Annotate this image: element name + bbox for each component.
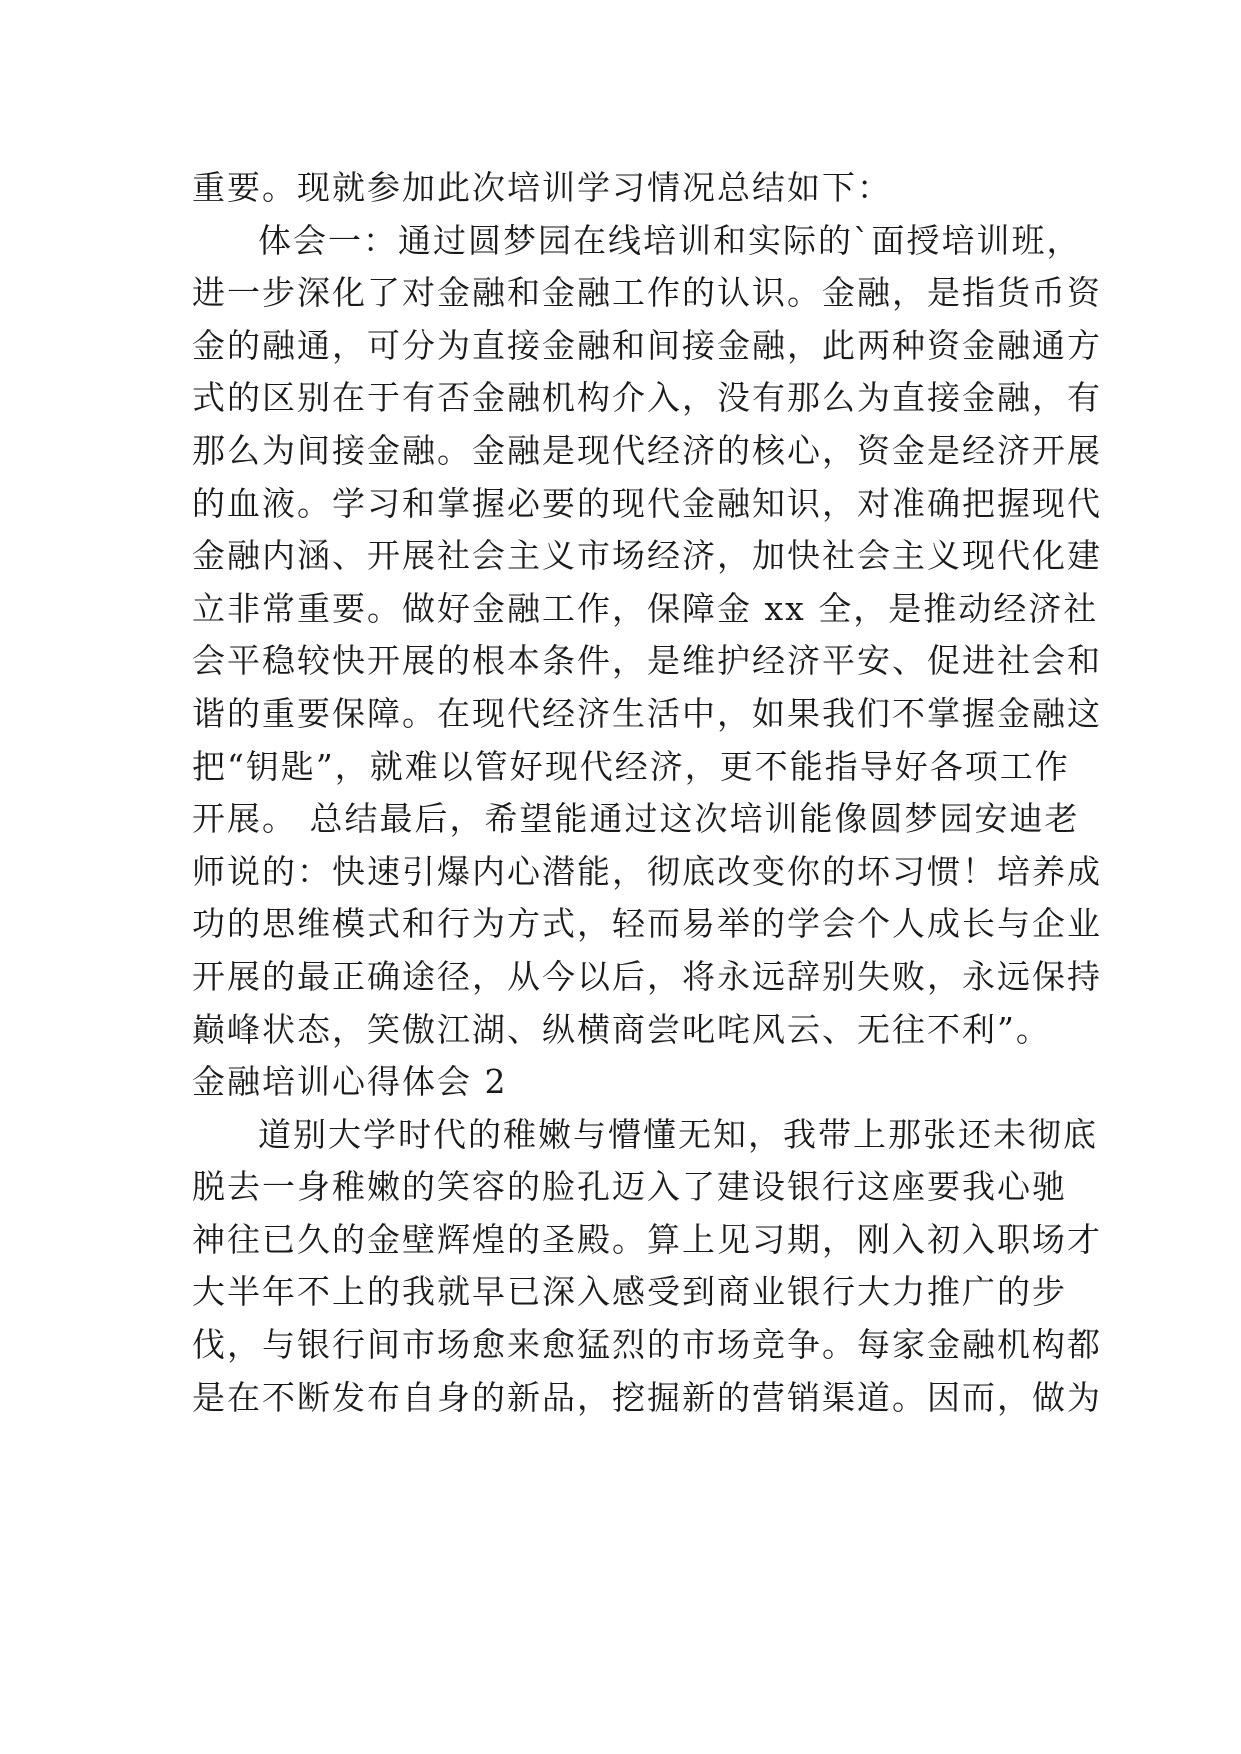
text-line: 开展。 总结最后，希望能通过这次培训能像圆梦园安迪老 xyxy=(192,799,1080,839)
text-line: 那么为间接金融。金融是现代经济的核心，资金是经济开展 xyxy=(192,430,1102,470)
text-line: 立非常重要。做好金融工作，保障金 xx 全，是推动经济社 xyxy=(192,588,1099,628)
paragraph-first-line: 道别大学时代的稚嫩与懵懂无知，我带上那张还未彻底 xyxy=(258,1114,1098,1154)
text-line: 把“钥匙”，就难以管好现代经济，更不能指导好各项工作 xyxy=(192,746,1070,786)
text-line: 脱去一身稚嫩的笑容的脸孔迈入了建设银行这座要我心驰 xyxy=(192,1167,1067,1207)
text-line: 会平稳较快开展的根本条件，是维护经济平安、促进社会和 xyxy=(192,641,1102,681)
text-line: 开展的最正确途径，从今以后，将永远辞别失败，永远保持 xyxy=(192,956,1102,996)
text-line: 巅峰状态，笑傲江湖、纵横商尝叱咤风云、无往不利”。 xyxy=(192,1009,1051,1049)
text-line: 金融内涵、开展社会主义市场经济，加快社会主义现代化建 xyxy=(192,536,1102,576)
text-line: 师说的：快速引爆内心潜能，彻底改变你的坏习惯！培养成 xyxy=(192,851,1102,891)
body-text xyxy=(192,162,1102,1424)
text-line: 大半年不上的我就早已深入感受到商业银行大力推广的步 xyxy=(192,1272,1067,1312)
text-line: 谐的重要保障。在现代经济生活中，如果我们不掌握金融这 xyxy=(192,693,1102,733)
text-line: 是在不断发布自身的新品，挖掘新的营销渠道。因而，做为 xyxy=(192,1377,1102,1417)
text-line: 的血液。学习和掌握必要的现代金融知识，对准确把握现代 xyxy=(192,483,1102,523)
text-line: 神往已久的金壁辉煌的圣殿。算上见习期，刚入初入职场才 xyxy=(192,1219,1102,1259)
section-heading: 金融培训心得体会 2 xyxy=(192,1062,508,1102)
text-line: 式的区别在于有否金融机构介入，没有那么为直接金融，有 xyxy=(192,378,1102,418)
paragraph-first-line: 体会一：通过圆梦园在线培训和实际的`面授培训班， xyxy=(258,220,1082,260)
text-line: 伐，与银行间市场愈来愈猛烈的市场竞争。每家金融机构都 xyxy=(192,1325,1102,1365)
text-line: 进一步深化了对金融和金融工作的认识。金融，是指货币资 xyxy=(192,273,1102,313)
text-line: 重要。现就参加此次培训学习情况总结如下： xyxy=(192,168,892,207)
text-line: 功的思维模式和行为方式，轻而易举的学会个人成长与企业 xyxy=(192,904,1102,944)
text-line: 金的融通，可分为直接金融和间接金融，此两种资金融通方 xyxy=(192,325,1102,365)
